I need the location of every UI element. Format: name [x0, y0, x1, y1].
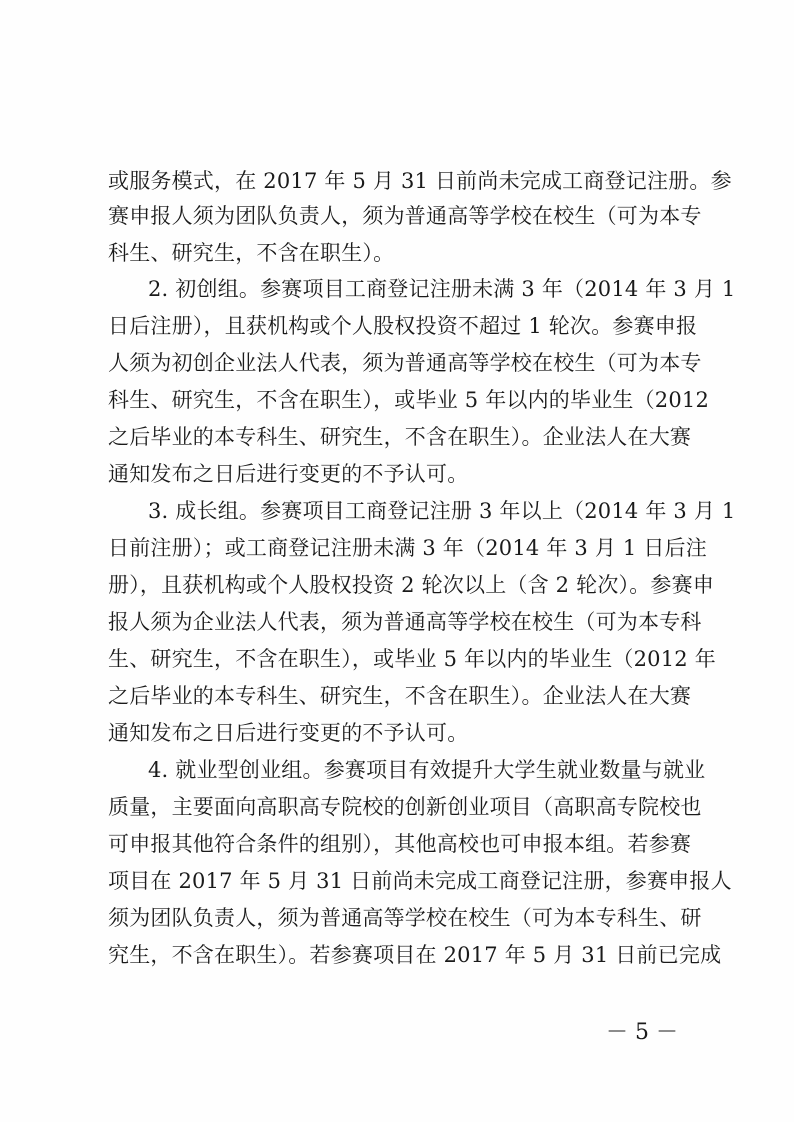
text-line: 或服务模式，在 2017 年 5 月 31 日前尚未完成工商登记注册。参 [108, 169, 732, 193]
paragraph-start-line: 2. 初创组。参赛项目工商登记注册未满 3 年（2014 年 3 月 1 [148, 277, 736, 301]
text-line: 究生，不含在职生）。若参赛项目在 2017 年 5 月 31 日前已完成 [108, 943, 722, 967]
text-line: 科生、研究生，不含在职生）。 [108, 241, 395, 265]
text-line: 册），且获机构或个人股权投资 2 轮次以上（含 2 轮次）。参赛申 [108, 573, 715, 597]
text-line: 之后毕业的本专科生、研究生，不含在职生）。企业法人在大赛 [108, 425, 692, 449]
text-line: 人须为初创企业法人代表，须为普通高等学校在校生（可为本专 [108, 351, 702, 375]
text-line: 质量，主要面向高职高专院校的创新创业项目（高职高专院校也 [108, 795, 702, 819]
text-line: 须为团队负责人，须为普通高等学校在校生（可为本专科生、研 [108, 906, 702, 930]
text-line: 通知发布之日后进行变更的不予认可。 [108, 462, 469, 486]
page-number: － 5 － [606, 1020, 678, 1045]
text-line: 之后毕业的本专科生、研究生，不含在职生）。企业法人在大赛 [108, 684, 692, 708]
text-line: 通知发布之日后进行变更的不予认可。 [108, 721, 469, 745]
text-line: 赛申报人须为团队负责人，须为普通高等学校在校生（可为本专 [108, 204, 702, 228]
text-line: 科生、研究生，不含在职生），或毕业 5 年以内的毕业生（2012 [108, 388, 710, 412]
text-line: 项目在 2017 年 5 月 31 日前尚未完成工商登记注册，参赛申报人 [108, 869, 732, 893]
text-line: 报人须为企业法人代表，须为普通高等学校在校生（可为本专科 [108, 610, 702, 634]
text-line: 日前注册）；或工商登记注册未满 3 年（2014 年 3 月 1 日后注 [108, 536, 707, 560]
text-line: 日后注册），且获机构或个人股权投资不超过 1 轮次。参赛申报 [108, 314, 698, 338]
paragraph-start-line: 3. 成长组。参赛项目工商登记注册 3 年以上（2014 年 3 月 1 [148, 499, 736, 523]
paragraph-start-line: 4. 就业型创业组。参赛项目有效提升大学生就业数量与就业 [148, 758, 706, 782]
text-line: 可申报其他符合条件的组别），其他高校也可申报本组。若参赛 [108, 832, 692, 856]
text-line: 生、研究生，不含在职生），或毕业 5 年以内的毕业生（2012 年 [108, 647, 716, 671]
